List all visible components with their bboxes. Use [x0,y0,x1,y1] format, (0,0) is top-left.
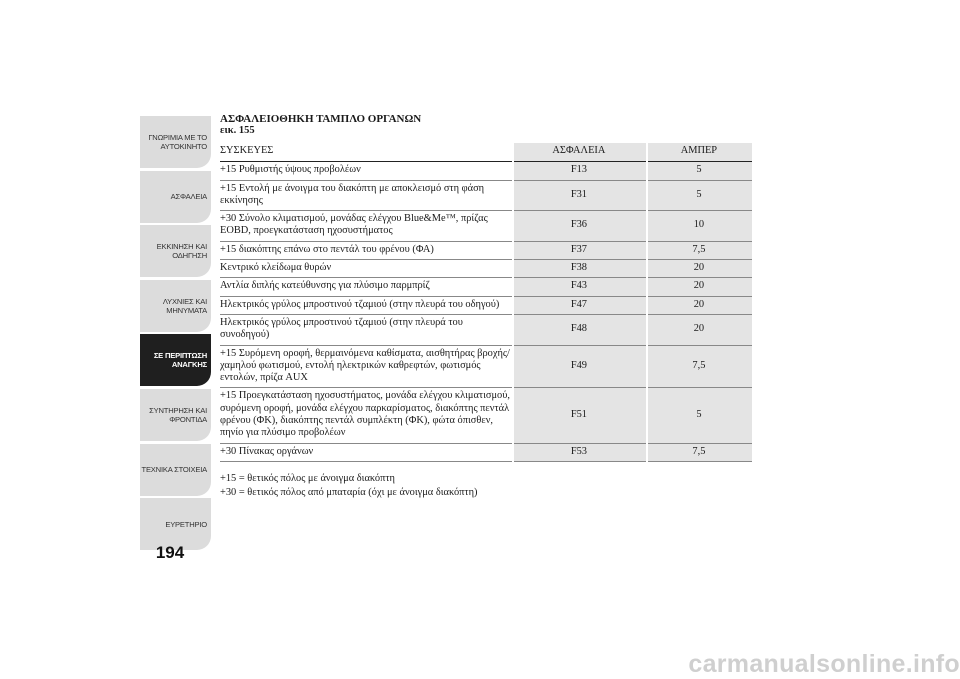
fuse-cell: F51 [513,388,647,443]
amp-cell: 20 [647,296,752,314]
watermark: carmanualsonline.info [688,650,960,678]
amp-cell: 5 [647,388,752,443]
device-cell: +15 Ρυθμιστής ύψους προβολέων [220,162,513,180]
amp-cell: 5 [647,162,752,180]
fuse-cell: F37 [513,241,647,259]
chapter-tab-label: ΕΚΚΙΝΗΣΗ ΚΑΙ ΟΔΗΓΗΣΗ [156,242,207,261]
table-row [220,314,752,345]
header-amp: ΑΜΠΕΡ [647,143,752,162]
chapter-tab[interactable] [140,444,211,496]
chapter-tab-label: ΣΕ ΠΕΡΙΠΤΩΣΗ ΑΝΑΓΚΗΣ [153,351,207,370]
amp-cell: 7,5 [647,443,752,461]
chapter-tab-label: ΣΥΝΤΗΡΗΣΗ ΚΑΙ ΦΡΟΝΤΙΔΑ [149,405,207,424]
table-row [220,162,752,180]
fuse-cell: F48 [513,314,647,345]
amp-cell: 5 [647,180,752,211]
device-cell: +15 Εντολή με άνοιγμα του διακόπτη με αποκλεισμό στη φάση εκκίνησης [220,180,513,211]
footnote: +15 = θετικός πόλος με άνοιγμα διακόπτη [220,472,395,484]
chapter-tab-label: ΓΝΩΡΙΜΙΑ ΜΕ ΤΟ ΑΥΤΟΚΙΝΗΤΟ [148,133,207,151]
amp-cell: 7,5 [647,345,752,388]
table-row [220,296,752,314]
chapter-tab[interactable] [140,116,211,168]
document-body [220,113,752,500]
page-number: 194 [155,543,185,562]
fuse-cell: F31 [513,180,647,211]
device-cell: Ηλεκτρικός γρύλος μπροστινού τζαμιού (στην πλευρά του οδηγού) [220,296,513,314]
table-row [220,180,752,211]
chapter-tab[interactable] [140,334,211,386]
table-row [220,345,752,388]
device-cell: Αντλία διπλής κατεύθυνσης για πλύσιμο παρμπρίζ [220,278,513,296]
chapter-tab[interactable] [140,171,211,223]
chapter-tab[interactable] [140,389,211,441]
fuse-cell: F36 [513,211,647,242]
device-cell: +15 διακόπτης επάνω στο πεντάλ του φρένου (ΦΑ) [220,241,513,259]
device-cell: Κεντρικό κλείδωμα θυρών [220,260,513,278]
table-row [220,241,752,259]
table-header-row [220,143,752,162]
amp-cell: 10 [647,211,752,242]
amp-cell: 20 [647,278,752,296]
device-cell: +15 Συρόμενη οροφή, θερμαινόμενα καθίσματα, αισθητήρας βροχής/χαμηλού φωτισμού, εντολή ηλεκτρικών καθρεφτών, φωτισμός εντολών, πρίζα AUX [220,345,513,388]
chapter-tabs [140,116,211,553]
fuse-cell: F38 [513,260,647,278]
table-row [220,278,752,296]
chapter-tab-label: ΕΥΡΕΤΗΡΙΟ [165,519,207,529]
fuse-cell: F47 [513,296,647,314]
table-row [220,388,752,443]
chapter-tab-label: ΑΣΦΑΛΕΙΑ [170,192,207,202]
amp-cell: 7,5 [647,241,752,259]
fuse-cell: F43 [513,278,647,296]
table-row [220,443,752,461]
footnotes [220,472,752,500]
header-fuse: ΑΣΦΑΛΕΙΑ [513,143,647,162]
footnote: +30 = θετικός πόλος από μπαταρία (όχι με άνοιγμα διακόπτη) [220,486,478,498]
chapter-tab-label: ΛΥΧΝΙΕΣ ΚΑΙ ΜΗΝΥΜΑΤΑ [162,296,207,315]
fuse-cell: F49 [513,345,647,388]
device-cell: +30 Σύνολο κλιματισμού, μονάδας ελέγχου Blue&Me™, πρίζας EOBD, προεγκατάσταση ηχοσυστήματος [220,211,513,242]
device-cell: Ηλεκτρικός γρύλος μπροστινού τζαμιού (στην πλευρά του συνοδηγού) [220,314,513,345]
device-cell: +30 Πίνακας οργάνων [220,443,513,461]
figure-reference: εικ. 155 [220,125,255,136]
amp-cell: 20 [647,314,752,345]
fuse-cell: F13 [513,162,647,180]
amp-cell: 20 [647,260,752,278]
fuse-cell: F53 [513,443,647,461]
table-row [220,260,752,278]
chapter-tab-label: ΤΕΧΝΙΚΑ ΣΤΟΙΧΕΙΑ [141,465,207,475]
fuse-table [220,143,752,462]
table-row [220,211,752,242]
header-devices: ΣΥΣΚΕΥΕΣ [220,143,513,162]
chapter-tab[interactable] [140,225,211,277]
device-cell: +15 Προεγκατάσταση ηχοσυστήματος, μονάδα ελέγχου κλιματισμού, συρόμενη οροφή, μονάδα ελέγχου παρκαρίσματος, διακόπτης πεντάλ φρένου (ΦΚ), διακόπτης πεντάλ συμπλέκτη (ΦΚ), φώτα όπισθεν, πηνίο για πλύσιμο προβολέων [220,388,513,443]
page-title: ΑΣΦΑΛΕΙΟΘΗΚΗ ΤΑΜΠΛΟ ΟΡΓΑΝΩΝ [220,113,422,125]
chapter-tab[interactable] [140,280,211,332]
